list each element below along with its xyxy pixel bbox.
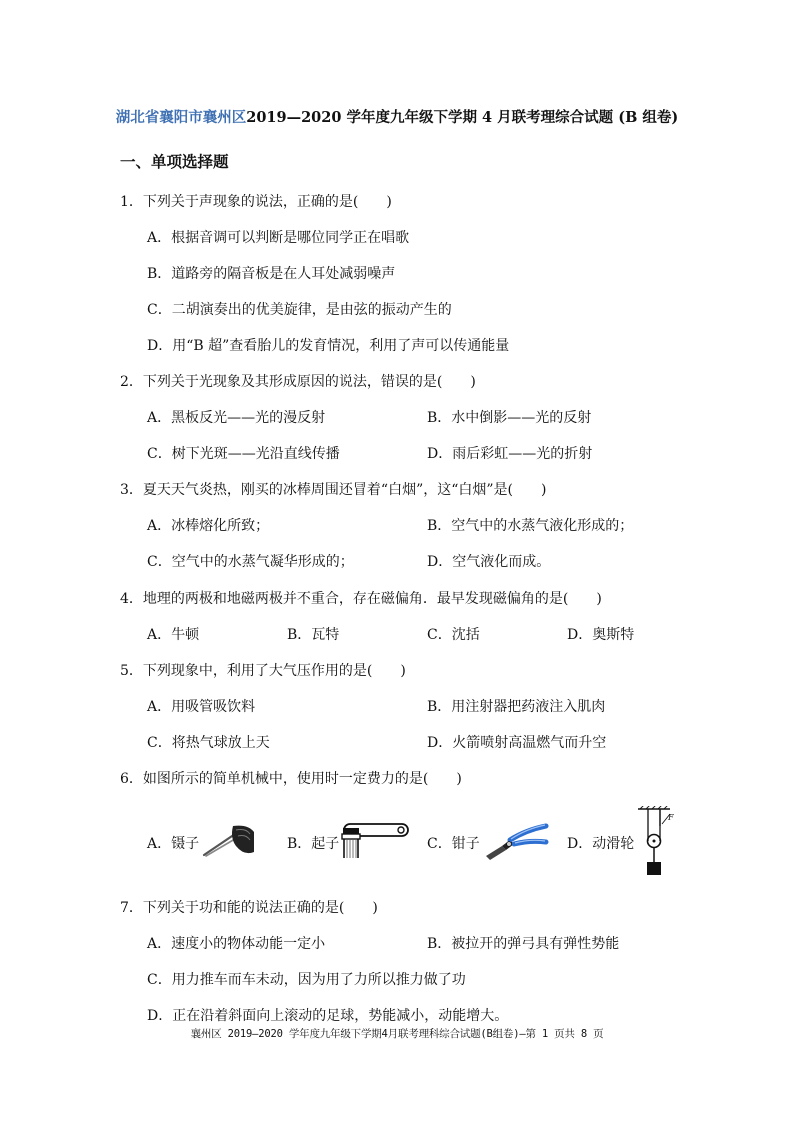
q3-option-d: D．空气液化而成。: [427, 554, 551, 570]
q7-option-c: C．用力推车而车未动，因为用了力所以推力做了功: [147, 972, 466, 988]
q5-option-b: B．用注射器把药液注入肌肉: [427, 699, 606, 715]
q4-option-b: B．瓦特: [287, 627, 340, 643]
q1-option-a: A．根据音调可以判断是哪位同学正在唱歌: [147, 230, 410, 246]
q4-option-d: D．奥斯特: [567, 627, 635, 643]
question-7-stem: 7．下列关于功和能的说法正确的是( ): [120, 900, 378, 916]
q7-option-a: A．速度小的物体动能一定小: [147, 936, 326, 952]
question-4-stem: 4．地理的两极和地磁两极并不重合，存在磁偏角．最早发现磁偏角的是( ): [120, 591, 602, 607]
title-rest: 2019—2020 学年度九年级下学期 4 月联考理综合试题 (B 组卷): [246, 109, 679, 126]
page-footer: 襄州区 2019—2020 学年度九年级下学期4月联考理科综合试题(B组卷)—第 1 页共 8 页: [190, 1028, 604, 1040]
question-5-stem: 5．下列现象中，利用了大气压作用的是( ): [120, 663, 406, 679]
q3-option-b: B．空气中的水蒸气液化形成的；: [427, 518, 634, 534]
bottle-opener-icon: [340, 822, 410, 862]
q1-option-c: C．二胡演奏出的优美旋律，是由弦的振动产生的: [147, 302, 452, 318]
page-title: [0, 106, 794, 127]
q3-option-c: C．空气中的水蒸气凝华形成的；: [147, 554, 354, 570]
q5-option-c: C．将热气球放上天: [147, 735, 270, 751]
pliers-icon: [480, 822, 550, 862]
section-heading: 一、单项选择题: [120, 153, 229, 171]
q7-option-d: D．正在沿着斜面向上滚动的足球，势能减小，动能增大。: [147, 1008, 509, 1024]
question-1-stem: 1．下列关于声现象的说法，正确的是( ): [120, 194, 392, 210]
q6-option-c: C．钳子: [427, 836, 480, 852]
question-2-stem: 2．下列关于光现象及其形成原因的说法，错误的是( ): [120, 374, 476, 390]
title-highlight: 湖北省襄阳市襄州区: [115, 109, 247, 126]
question-6-stem: 6．如图所示的简单机械中，使用时一定费力的是( ): [120, 771, 462, 787]
q4-option-a: A．牛顿: [147, 627, 200, 643]
q1-option-d: D．用“B 超”查看胎儿的发育情况，利用了声可以传通能量: [147, 338, 510, 354]
q3-option-a: A．冰棒熔化所致；: [147, 518, 270, 534]
q1-option-b: B．道路旁的隔音板是在人耳处减弱噪声: [147, 266, 396, 282]
q2-option-a: A．黑板反光——光的漫反射: [147, 410, 326, 426]
q6-option-d: D．动滑轮: [567, 836, 635, 852]
q4-option-c: C．沈括: [427, 627, 480, 643]
q5-option-a: A．用吸管吸饮料: [147, 699, 256, 715]
force-label: F: [668, 813, 674, 822]
q7-option-b: B．被拉开的弹弓具有弹性势能: [427, 936, 620, 952]
q6-option-a: A．镊子: [147, 836, 200, 852]
question-3-stem: 3．夏天天气炎热，刚买的冰棒周围还冒着“白烟”，这“白烟”是( ): [120, 482, 547, 498]
q2-option-b: B．水中倒影——光的反射: [427, 410, 592, 426]
q2-option-d: D．雨后彩虹——光的折射: [427, 446, 593, 462]
tweezers-icon: [200, 822, 256, 858]
q2-option-c: C．树下光斑——光沿直线传播: [147, 446, 340, 462]
q6-option-b: B．起子: [287, 836, 340, 852]
q5-option-d: D．火箭喷射高温燃气而升空: [427, 735, 607, 751]
movable-pulley-icon: [636, 806, 676, 878]
